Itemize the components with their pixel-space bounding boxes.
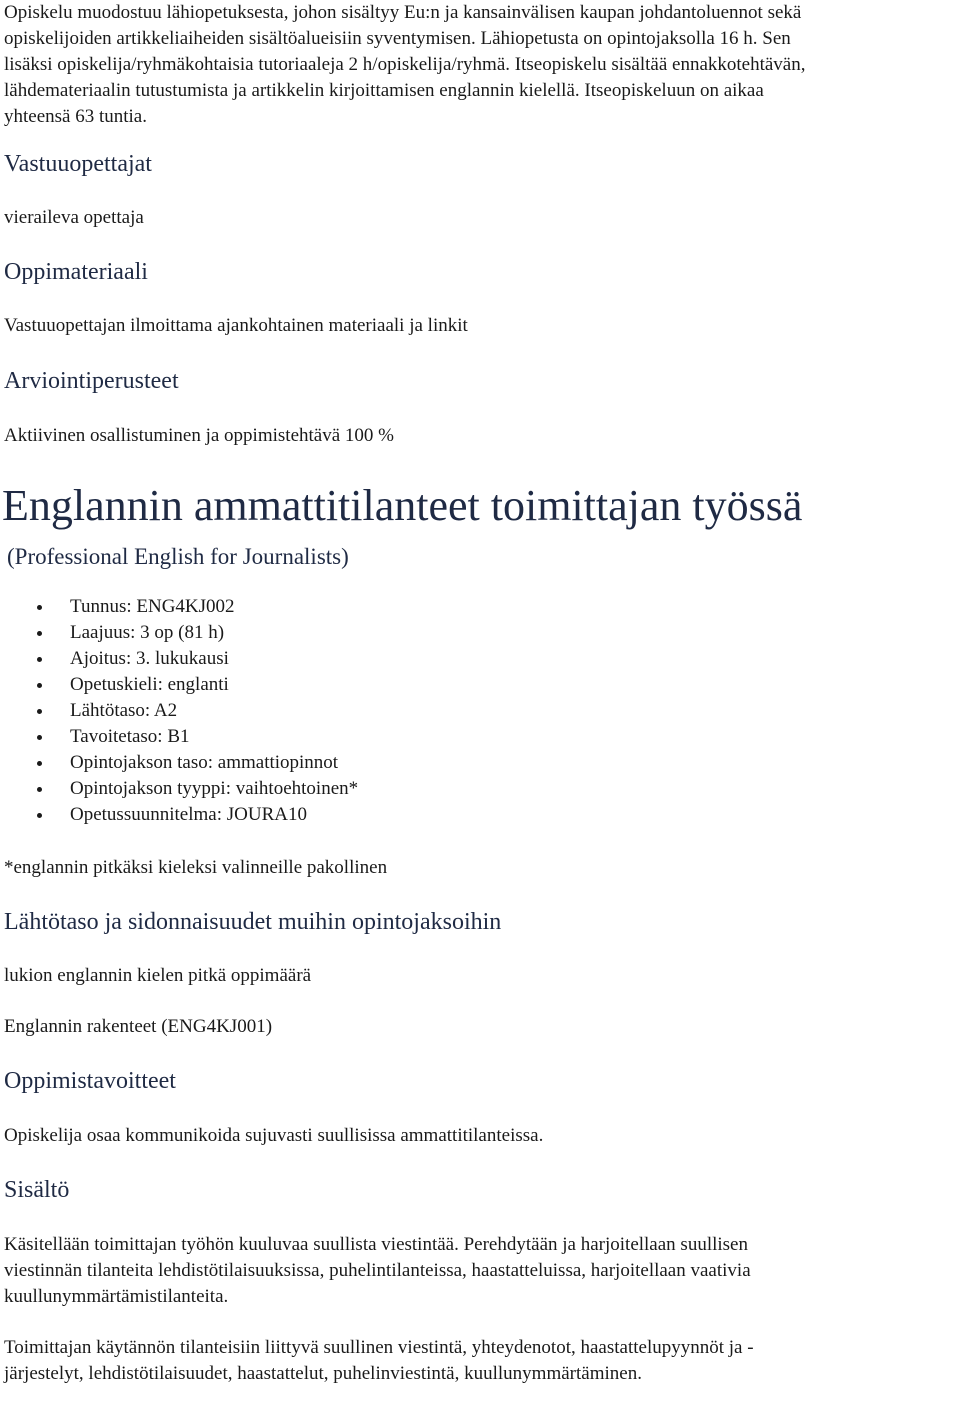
bullet-icon bbox=[37, 761, 42, 766]
heading-sisalto: Sisältö bbox=[4, 1177, 70, 1203]
lahtotaso-text-2: Englannin rakenteet (ENG4KJ001) bbox=[4, 1016, 273, 1037]
heading-oppimateriaali: Oppimateriaali bbox=[4, 259, 148, 285]
heading-oppimistavoitteet: Oppimistavoitteet bbox=[4, 1068, 176, 1094]
sisalto-line: kuullunymmärtämistilanteita. bbox=[4, 1286, 229, 1307]
bullet-icon bbox=[37, 735, 42, 740]
heading-arviointiperusteet: Arviointiperusteet bbox=[4, 368, 179, 394]
fact-text: Tunnus: ENG4KJ002 bbox=[70, 596, 235, 617]
list-item bbox=[4, 776, 956, 802]
fact-text: Opetuskieli: englanti bbox=[70, 674, 229, 695]
course-title: Englannin ammattitilanteet toimittajan työssä bbox=[2, 481, 803, 530]
sisalto-paragraph-1 bbox=[4, 1232, 956, 1310]
fact-text: Ajoitus: 3. lukukausi bbox=[70, 648, 229, 669]
oppimistavoitteet-text: Opiskelija osaa kommunikoida sujuvasti suullisissa ammattitilanteissa. bbox=[4, 1125, 544, 1146]
arviointiperusteet-text: Aktiivinen osallistuminen ja oppimistehtävä 100 % bbox=[4, 425, 394, 446]
fact-text: Opintojakson tyyppi: vaihtoehtoinen* bbox=[70, 778, 359, 799]
oppimateriaali-text: Vastuuopettajan ilmoittama ajankohtainen materiaali ja linkit bbox=[4, 315, 468, 336]
lahtotaso-text-1: lukion englannin kielen pitkä oppimäärä bbox=[4, 965, 312, 986]
list-item bbox=[4, 594, 956, 620]
sisalto-line: Käsitellään toimittajan työhön kuuluvaa suullista viestintää. Perehdytään ja harjoitellaan suullisen bbox=[4, 1234, 748, 1255]
fact-text: Opintojakson taso: ammattiopinnot bbox=[70, 752, 339, 773]
intro-paragraph bbox=[4, 0, 956, 130]
list-item bbox=[4, 802, 956, 828]
sisalto-line: Toimittajan käytännön tilanteisiin liittyvä suullinen viestintä, yhteydenotot, haastattelupyynnöt ja - bbox=[4, 1337, 754, 1358]
heading-vastuuopettajat: Vastuuopettajat bbox=[4, 151, 152, 177]
vastuuopettajat-text: vieraileva opettaja bbox=[4, 207, 144, 228]
intro-line: Opiskelu muodostuu lähiopetuksesta, johon sisältyy Eu:n ja kansainvälisen kaupan johdantoluennot sekä bbox=[4, 2, 802, 23]
sisalto-line: järjestelyt, lehdistötilaisuudet, haastattelut, puhelinviestintä, kuullunymmärtäminen. bbox=[4, 1363, 642, 1384]
intro-line: lisäksi opiskelija/ryhmäkohtaisia tutoriaaleja 2 h/opiskelija/ryhmä. Itseopiskelu sisältää ennakkotehtävän, bbox=[4, 54, 806, 75]
sisalto-line: viestinnän tilanteita lehdistötilaisuuksissa, puhelintilanteissa, haastatteluissa, harjoitellaan vaativia bbox=[4, 1260, 751, 1281]
fact-text: Lähtötaso: A2 bbox=[70, 700, 178, 721]
sisalto-paragraph-2 bbox=[4, 1335, 956, 1387]
fact-text: Laajuus: 3 op (81 h) bbox=[70, 622, 225, 643]
bullet-icon bbox=[37, 813, 42, 818]
fact-text: Tavoitetaso: B1 bbox=[70, 726, 190, 747]
bullet-icon bbox=[37, 631, 42, 636]
document-page bbox=[4, 0, 956, 1387]
fact-text: Opetussuunnitelma: JOURA10 bbox=[70, 804, 307, 825]
list-item bbox=[4, 620, 956, 646]
list-item bbox=[4, 698, 956, 724]
list-item bbox=[4, 646, 956, 672]
bullet-icon bbox=[37, 657, 42, 662]
bullet-icon bbox=[37, 683, 42, 688]
list-item bbox=[4, 750, 956, 776]
heading-lahtotaso: Lähtötaso ja sidonnaisuudet muihin opintojaksoihin bbox=[4, 909, 502, 935]
intro-line: opiskelijoiden artikkeliaiheiden sisältöalueisiin syventymisen. Lähiopetusta on opintojaksolla 16 h. Sen bbox=[4, 28, 791, 49]
bullet-icon bbox=[37, 787, 42, 792]
bullet-icon bbox=[37, 605, 42, 610]
bullet-icon bbox=[37, 709, 42, 714]
footnote-text: *englannin pitkäksi kieleksi valinneille pakollinen bbox=[4, 857, 388, 878]
course-facts-list bbox=[4, 594, 956, 828]
list-item bbox=[4, 724, 956, 750]
list-item bbox=[4, 672, 956, 698]
intro-line: yhteensä 63 tuntia. bbox=[4, 106, 147, 127]
course-subtitle: (Professional English for Journalists) bbox=[7, 544, 349, 569]
intro-line: lähdemateriaalin tutustumista ja artikkelin kirjoittamisen englannin kielellä. Itseopiskeluun on aikaa bbox=[4, 80, 764, 101]
